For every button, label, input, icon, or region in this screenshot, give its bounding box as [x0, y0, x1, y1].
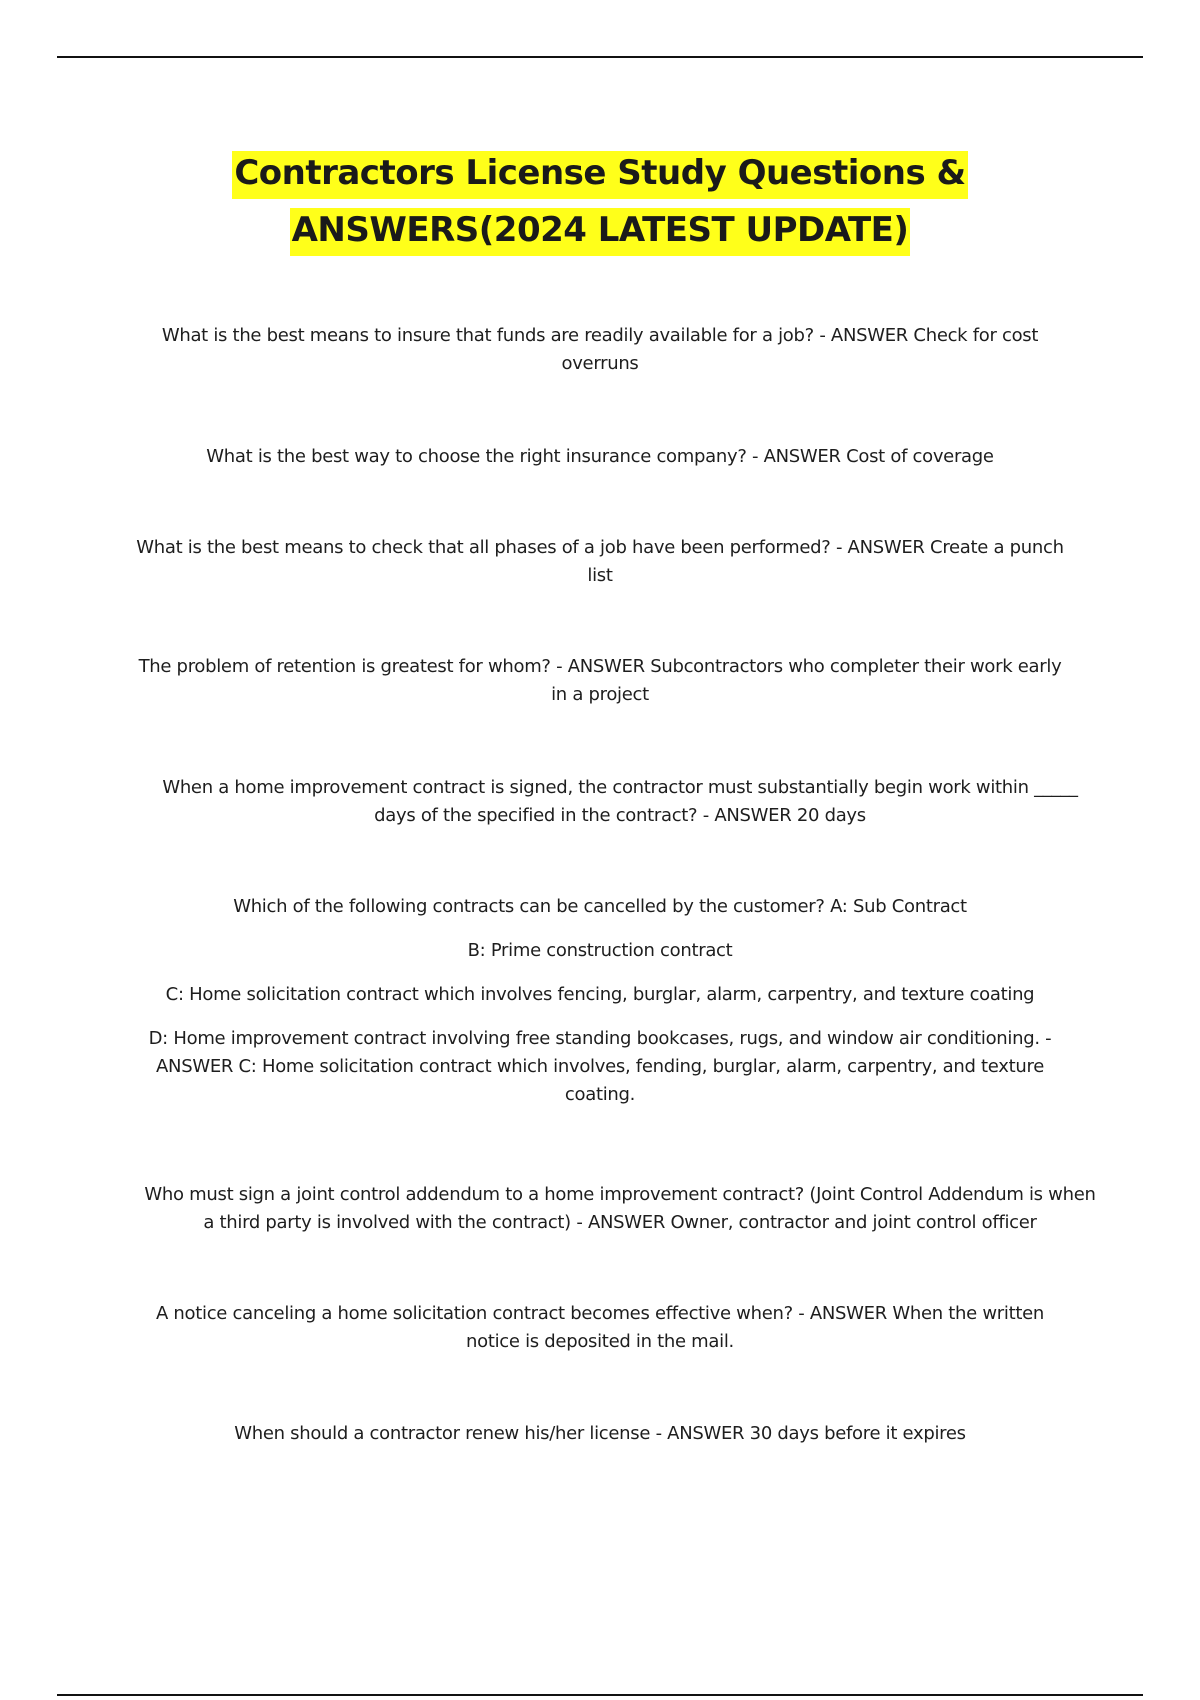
- top-rule: [57, 56, 1143, 58]
- qa-text: The problem of retention is greatest for whom? - ANSWER Subcontractors who completer their work early in a project: [138, 656, 1062, 705]
- title-line-2: ANSWERS(2024 LATEST UPDATE): [290, 208, 911, 256]
- document-title: [100, 145, 1100, 259]
- qa-item-7: [140, 1181, 1100, 1237]
- qa-text: Which of the following contracts can be cancelled by the customer? A: Sub Contract: [233, 896, 967, 917]
- qa-item-4: [130, 653, 1070, 709]
- qa-item-9: [130, 1420, 1070, 1448]
- qa-text: Who must sign a joint control addendum to a home improvement contract? (Joint Control Addendum is when a third party is involved with the contract) - ANSWER Owner, contractor and joint control officer: [144, 1184, 1096, 1233]
- title-line-1: Contractors License Study Questions &: [232, 151, 967, 199]
- qa-text: When a home improvement contract is signed, the contractor must substantially begin work within _____ days of the specified in the contract? - ANSWER 20 days: [162, 777, 1078, 826]
- qa-item-1: [130, 322, 1070, 378]
- qa-text: A notice canceling a home solicitation contract becomes effective when? - ANSWER When the written notice is deposited in the mail.: [156, 1303, 1044, 1352]
- qa-item-2: [130, 443, 1070, 471]
- qa-item-3: [130, 534, 1070, 590]
- bottom-rule: [57, 1694, 1143, 1696]
- qa-text: What is the best means to check that all phases of a job have been performed? - ANSWER Create a punch list: [136, 537, 1064, 586]
- qa-item-8: [130, 1300, 1070, 1356]
- qa-text: When should a contractor renew his/her license - ANSWER 30 days before it expires: [234, 1423, 966, 1444]
- qa-item-6: [130, 893, 1070, 1109]
- qa-option-d: D: Home improvement contract involving free standing bookcases, rugs, and window air conditioning. - ANSWER C: Home solicitation contract which involves, fending, burglar, alarm, carpentry, and texture coating.: [148, 1028, 1052, 1105]
- qa-text: What is the best means to insure that funds are readily available for a job? - ANSWER Check for cost overruns: [161, 325, 1039, 374]
- qa-text: What is the best way to choose the right insurance company? - ANSWER Cost of coverage: [206, 446, 994, 467]
- qa-option-b: B: Prime construction contract: [467, 940, 733, 961]
- qa-option-c: C: Home solicitation contract which involves fencing, burglar, alarm, carpentry, and texture coating: [165, 984, 1035, 1005]
- qa-item-5: [140, 774, 1100, 830]
